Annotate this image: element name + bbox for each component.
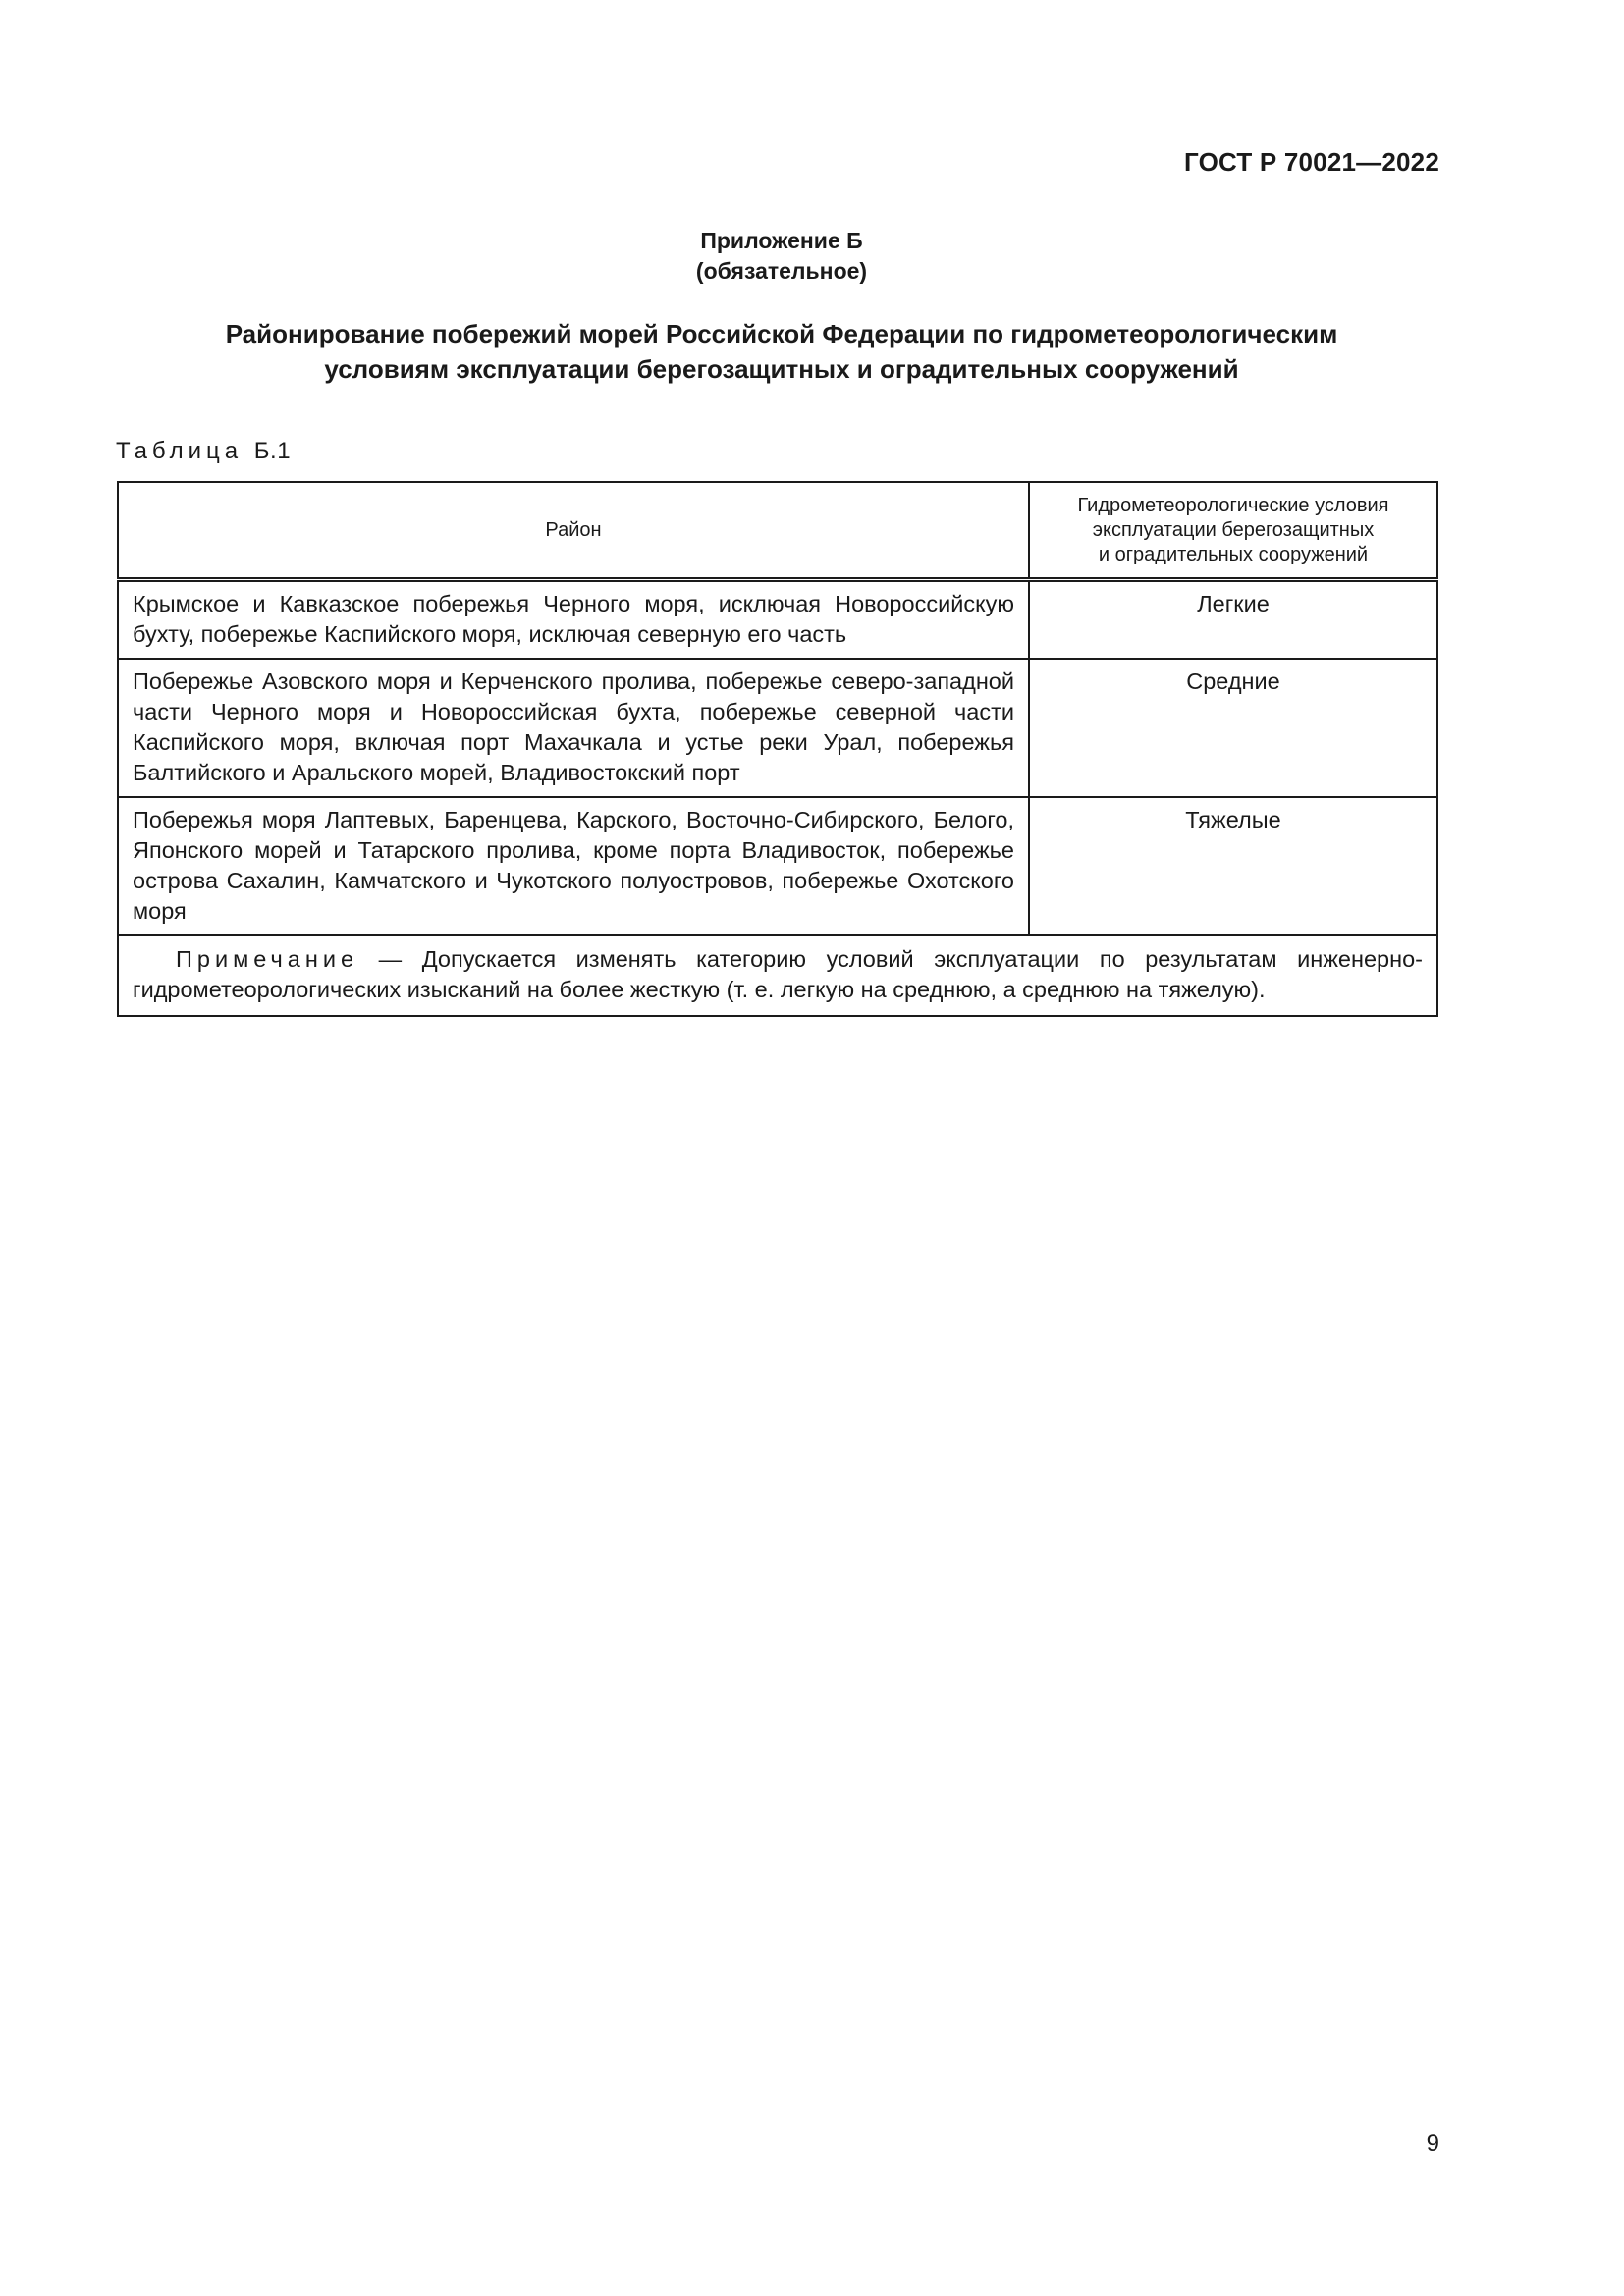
appendix-title: Приложение Б <box>700 228 863 253</box>
table-note-row <box>118 935 1437 1016</box>
header-conditions-line-2: эксплуатации берегозащитных <box>1092 518 1375 541</box>
appendix-heading <box>0 226 1563 287</box>
section-title <box>0 316 1563 387</box>
note-text: — Допускается изменять категорию условий эксплуатации по результатам инженерно-гидрометеорологических изысканий на более жесткую (т. е. легкую на среднюю, а среднюю на тяжелую). <box>133 946 1423 1002</box>
table-note <box>118 935 1437 1016</box>
header-conditions-line-3: и оградительных сооружений <box>1098 543 1369 565</box>
table-caption-number: Б.1 <box>253 438 292 464</box>
section-title-line-1: Районирование побережий морей Российской Федерации по гидрометеорологическим <box>225 319 1338 348</box>
document-code: ГОСТ Р 70021—2022 <box>1184 147 1439 177</box>
header-region: Район <box>118 482 1029 580</box>
header-conditions <box>1029 482 1437 580</box>
note-label: Примечание <box>176 946 359 972</box>
conditions-cell: Тяжелые <box>1029 797 1437 935</box>
appendix-status: (обязательное) <box>695 258 868 284</box>
table-row <box>118 797 1437 935</box>
page-number: 9 <box>1426 2130 1439 2157</box>
table-row <box>118 659 1437 797</box>
region-cell: Крымское и Кавказское побережья Черного моря, исключая Новороссийскую бухту, побережье Каспийского моря, исключая северную его часть <box>118 580 1029 660</box>
section-title-line-2: условиям эксплуатации берегозащитных и оградительных сооружений <box>324 354 1239 384</box>
header-conditions-line-1: Гидрометеорологические условия <box>1077 494 1389 516</box>
table-caption <box>116 438 291 465</box>
conditions-cell: Средние <box>1029 659 1437 797</box>
zoning-table <box>117 481 1438 1017</box>
table-row <box>118 580 1437 660</box>
table-header-row <box>118 482 1437 580</box>
table-caption-label: Таблица <box>116 438 244 464</box>
conditions-cell: Легкие <box>1029 580 1437 660</box>
region-cell: Побережье Азовского моря и Керченского пролива, побережье северо-западной части Черного моря и Новороссийская бухта, побережье северной части Каспийского моря, включая порт Махачкала и устье реки Урал, побережья Балтийского и Аральского морей, Владивостокский порт <box>118 659 1029 797</box>
region-cell: Побережья моря Лаптевых, Баренцева, Карского, Восточно-Сибирского, Белого, Японского морей и Татарского пролива, кроме порта Владивосток, побережье острова Сахалин, Камчатского и Чукотского полуостровов, побережье Охотского моря <box>118 797 1029 935</box>
